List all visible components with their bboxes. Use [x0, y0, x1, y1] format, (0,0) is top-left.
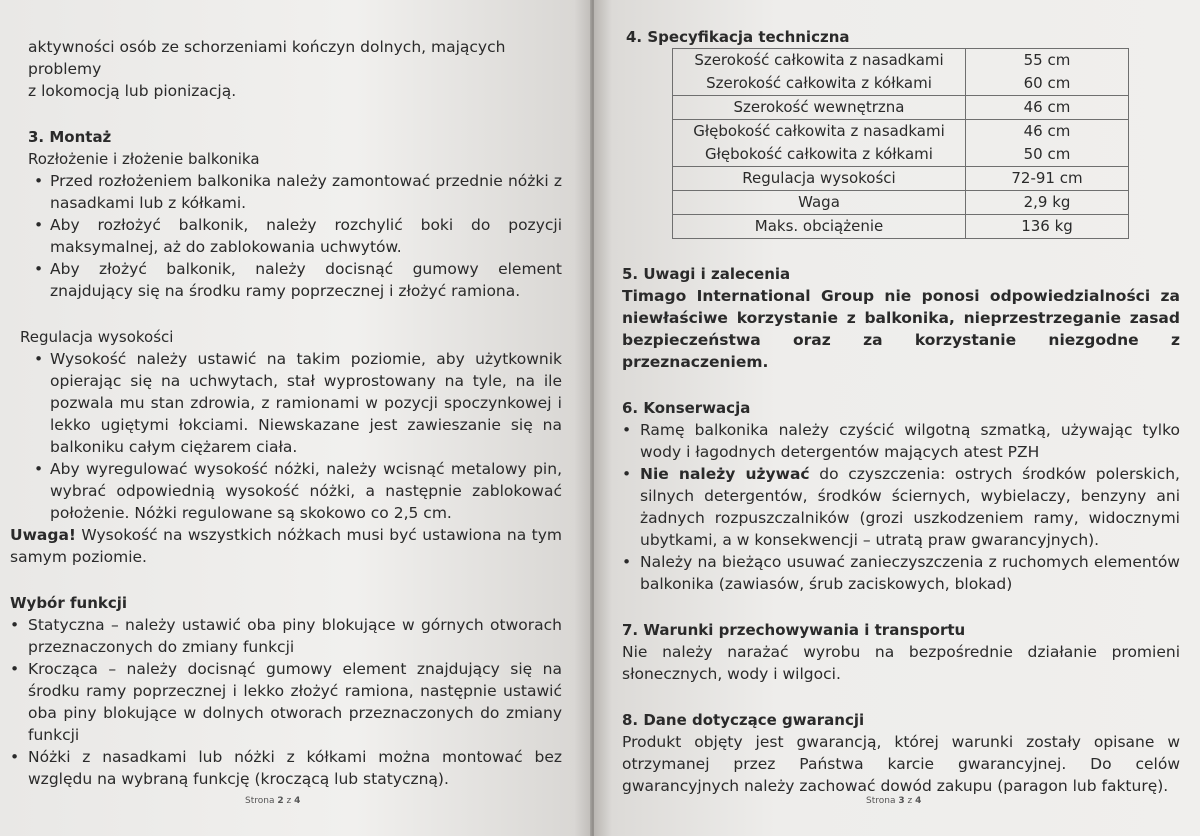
intro-line-1: aktywności osób ze schorzeniami kończyn dolnych, mających problemy: [28, 38, 506, 78]
wybor-list: [10, 614, 562, 790]
page-number-left: Strona 2 z 4: [245, 796, 301, 806]
section-uwagi-title: 5. Uwagi i zalecenia: [622, 265, 791, 283]
table-row: Szerokość całkowita z nasadkami Szerokość całkowita z kółkami 55 cm 60 cm: [673, 49, 1129, 96]
section-wybor-title: Wybór funkcji: [10, 594, 128, 612]
intro-line-2: z lokomocją lub pionizacją.: [28, 82, 237, 100]
uwagi-text: Timago International Group nie ponosi odpowiedzialności za niewłaściwe korzystanie z balkonika, nieprzestrzeganie zasad bezpieczeństwa oraz za korzystanie niezgodne z przeznaczeniem.: [622, 287, 1180, 371]
list-item: • Nóżki z nasadkami lub nóżki z kółkami można montować bez względu na wybraną funkcję (kroczącą lub statyczną).: [10, 748, 562, 788]
warunki-text: Nie należy narażać wyrobu na bezpośrednie działanie promieni słonecznych, wody i wilgoci.: [622, 643, 1180, 683]
list-item: • Aby złożyć balkonik, należy docisnąć gumowy element znajdujący się na środku ramy poprzecznej i złożyć ramiona.: [34, 260, 562, 300]
list-item: • Należy na bieżąco usuwać zanieczyszczenia z ruchomych elementów balkonika (zawiasów, śrub zaciskowych, blokad): [622, 553, 1180, 593]
gwarancja-text: Produkt objęty jest gwarancją, której warunki zostały opisane w otrzymanej przez Państwa karcie gwarancyjnej. Do celów gwarancyjnych należy zachować dowód zakupu (paragon lub fakturę).: [622, 733, 1180, 795]
section-warunki-title: 7. Warunki przechowywania i transportu: [622, 621, 966, 639]
table-row: Szerokość wewnętrzna 46 cm: [673, 96, 1129, 120]
section-spec-title: 4. Specyfikacja techniczna: [626, 28, 850, 46]
warning-label: Uwaga!: [10, 526, 76, 544]
warning-note: [10, 524, 562, 568]
list-item: • Aby wyregulować wysokość nóżki, należy wcisnąć metalowy pin, wybrać odpowiednią wysokość nóżki, a następnie zablokować położenie. Nóżki regulowane są skokowo co 2,5 cm.: [34, 460, 562, 522]
list-item: • Aby rozłożyć balkonik, należy rozchylić boki do pozycji maksymalnej, aż do zablokowania uchwytów.: [34, 216, 562, 256]
spec-table: [672, 48, 1129, 239]
konserwacja-list: [622, 419, 1180, 595]
table-row: Maks. obciążenie 136 kg: [673, 215, 1129, 239]
list-item: • Krocząca – należy docisnąć gumowy element znajdujący się na środku ramy poprzecznej i lekko złożyć ramiona, następnie ustawić oba piny blokujące w dolnych otworach przeznaczonych do zmiany funkcji: [10, 660, 562, 744]
list-item: • Nie należy używać do czyszczenia: ostrych środków polerskich, silnych detergentów, środków ściernych, wybielaczy, benzyny ani żadnych rozpuszczalników (grozi uszkodzeniem ramy, widocznymi ubytkami, a w konsekwencji – utratą praw gwarancyjnych).: [622, 465, 1180, 549]
table-row: Regulacja wysokości 72-91 cm: [673, 167, 1129, 191]
warning-text: Wysokość na wszystkich nóżkach musi być ustawiona na tym samym poziomie.: [10, 526, 562, 566]
section-gwarancja-title: 8. Dane dotyczące gwarancji: [622, 711, 865, 729]
list-item: • Przed rozłożeniem balkonika należy zamontować przednie nóżki z nasadkami lub z kółkami.: [34, 172, 562, 212]
list-item: • Ramę balkonika należy czyścić wilgotną szmatką, używając tylko wody i łagodnych detergentów mających atest PZH: [622, 421, 1180, 461]
list-item: • Wysokość należy ustawić na takim poziomie, aby użytkownik opierając się na uchwytach, stał wyprostowany na tyle, na ile pozwala mu stan zdrowia, z ramionami w pozycji spoczynkowej i lekko ugiętymi łokciami. Niewskazane jest zawieszanie się na balkoniku całym ciężarem ciała.: [34, 350, 562, 456]
section-regulacja-title: Regulacja wysokości: [20, 328, 174, 346]
page-left: [0, 0, 592, 836]
section-montaz-title: 3. Montaż: [28, 128, 112, 146]
montaz-list: [10, 170, 562, 302]
table-row: Głębokość całkowita z nasadkami Głębokość całkowita z kółkami 46 cm 50 cm: [673, 120, 1129, 167]
section-montaz-subtitle: Rozłożenie i złożenie balkonika: [28, 150, 260, 168]
regulacja-list: [10, 348, 562, 524]
table-row: Waga 2,9 kg: [673, 191, 1129, 215]
list-item: • Statyczna – należy ustawić oba piny blokujące w górnych otworach przeznaczonych do zmiany funkcji: [10, 616, 562, 656]
page-number-right: Strona 3 z 4: [866, 796, 922, 806]
section-konserwacja-title: 6. Konserwacja: [622, 399, 751, 417]
page-right: [594, 0, 1200, 836]
